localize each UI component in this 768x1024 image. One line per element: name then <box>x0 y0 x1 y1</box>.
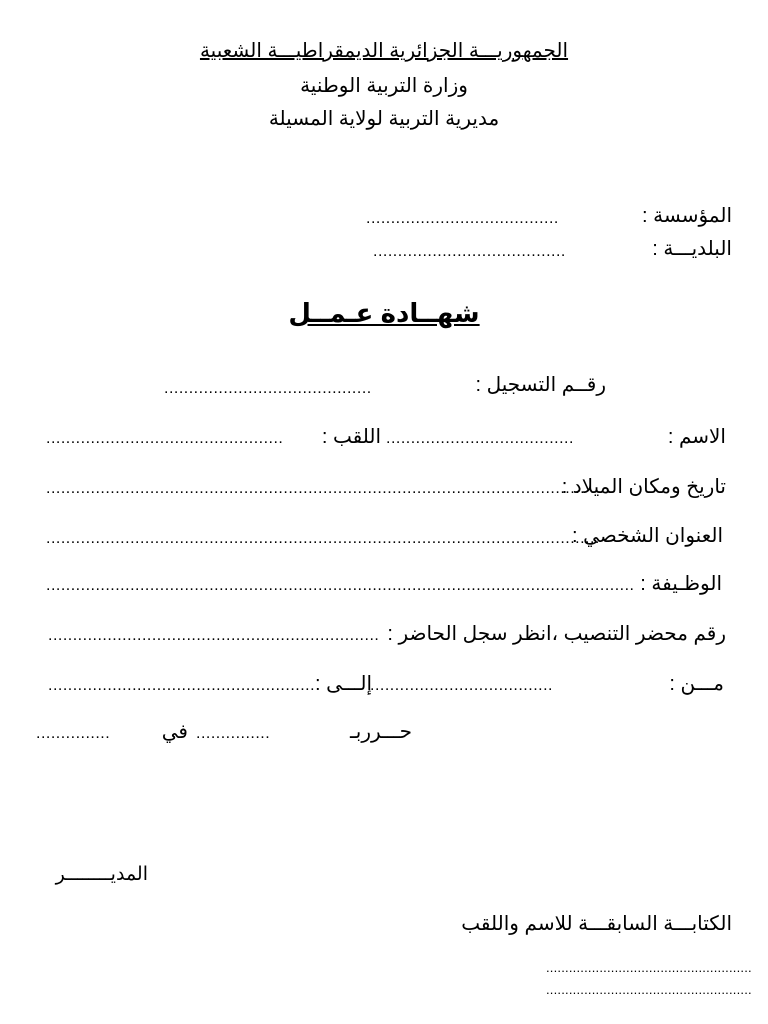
municipality-dots: ....................................... <box>373 243 566 260</box>
issued-date-dots: ............... <box>36 725 111 742</box>
job-dots: ....................................................................................................................... <box>46 577 635 594</box>
job-label: الوظـيفة : <box>640 573 722 595</box>
reg-number-label: رقــم التسجيل : <box>475 374 606 396</box>
from-dots: ..................................... <box>370 677 553 694</box>
address-label: العنوان الشخصي : <box>572 525 723 547</box>
director-label: المديــــــــر <box>55 864 148 885</box>
municipality-label: البلديـــة : <box>652 238 732 260</box>
header-directorate: مديرية التربية لولاية المسيلة <box>268 108 500 130</box>
previous-writing-dots-2: ...................................................... <box>546 982 752 997</box>
birth-label: تاريخ ومكان الميلاد : <box>561 476 726 498</box>
to-label: إلـــى : <box>314 673 372 695</box>
surname-label: اللقب : <box>321 426 381 448</box>
previous-writing-dots-1: ...................................................... <box>546 960 752 975</box>
name-label: الاسم : <box>667 426 726 448</box>
birth-dots: ............................................................................................................. <box>46 480 586 497</box>
previous-writing-label: الكتابـــة السابقـــة للاسم واللقب <box>461 913 732 935</box>
to-dots: ...................................................... <box>48 677 316 694</box>
header-ministry: وزارة التربية الوطنية <box>300 75 468 97</box>
institution-dots: ....................................... <box>366 210 559 227</box>
from-label: مـــن : <box>669 673 724 695</box>
document-title: شهــادة عـمــل <box>288 298 480 328</box>
issued-label: حـــرربـ <box>349 721 412 743</box>
name-dots: ...................................... <box>386 430 574 447</box>
issued-in-label: في <box>161 721 188 743</box>
address-dots: ................................................................................................................ <box>46 530 600 547</box>
appointment-dots: ................................................................... <box>48 627 380 644</box>
appointment-label: رقم محضر التنصيب ،انظر سجل الحاضر : <box>387 623 726 645</box>
institution-label: المؤسسة : <box>642 205 732 227</box>
reg-number-dots: .......................................... <box>164 380 372 397</box>
header-republic: الجمهوريـــة الجزائرية الديمقراطيـــة الشعبية <box>199 40 569 62</box>
surname-dots: ................................................ <box>46 430 284 447</box>
issued-place-dots: ............... <box>196 725 271 742</box>
